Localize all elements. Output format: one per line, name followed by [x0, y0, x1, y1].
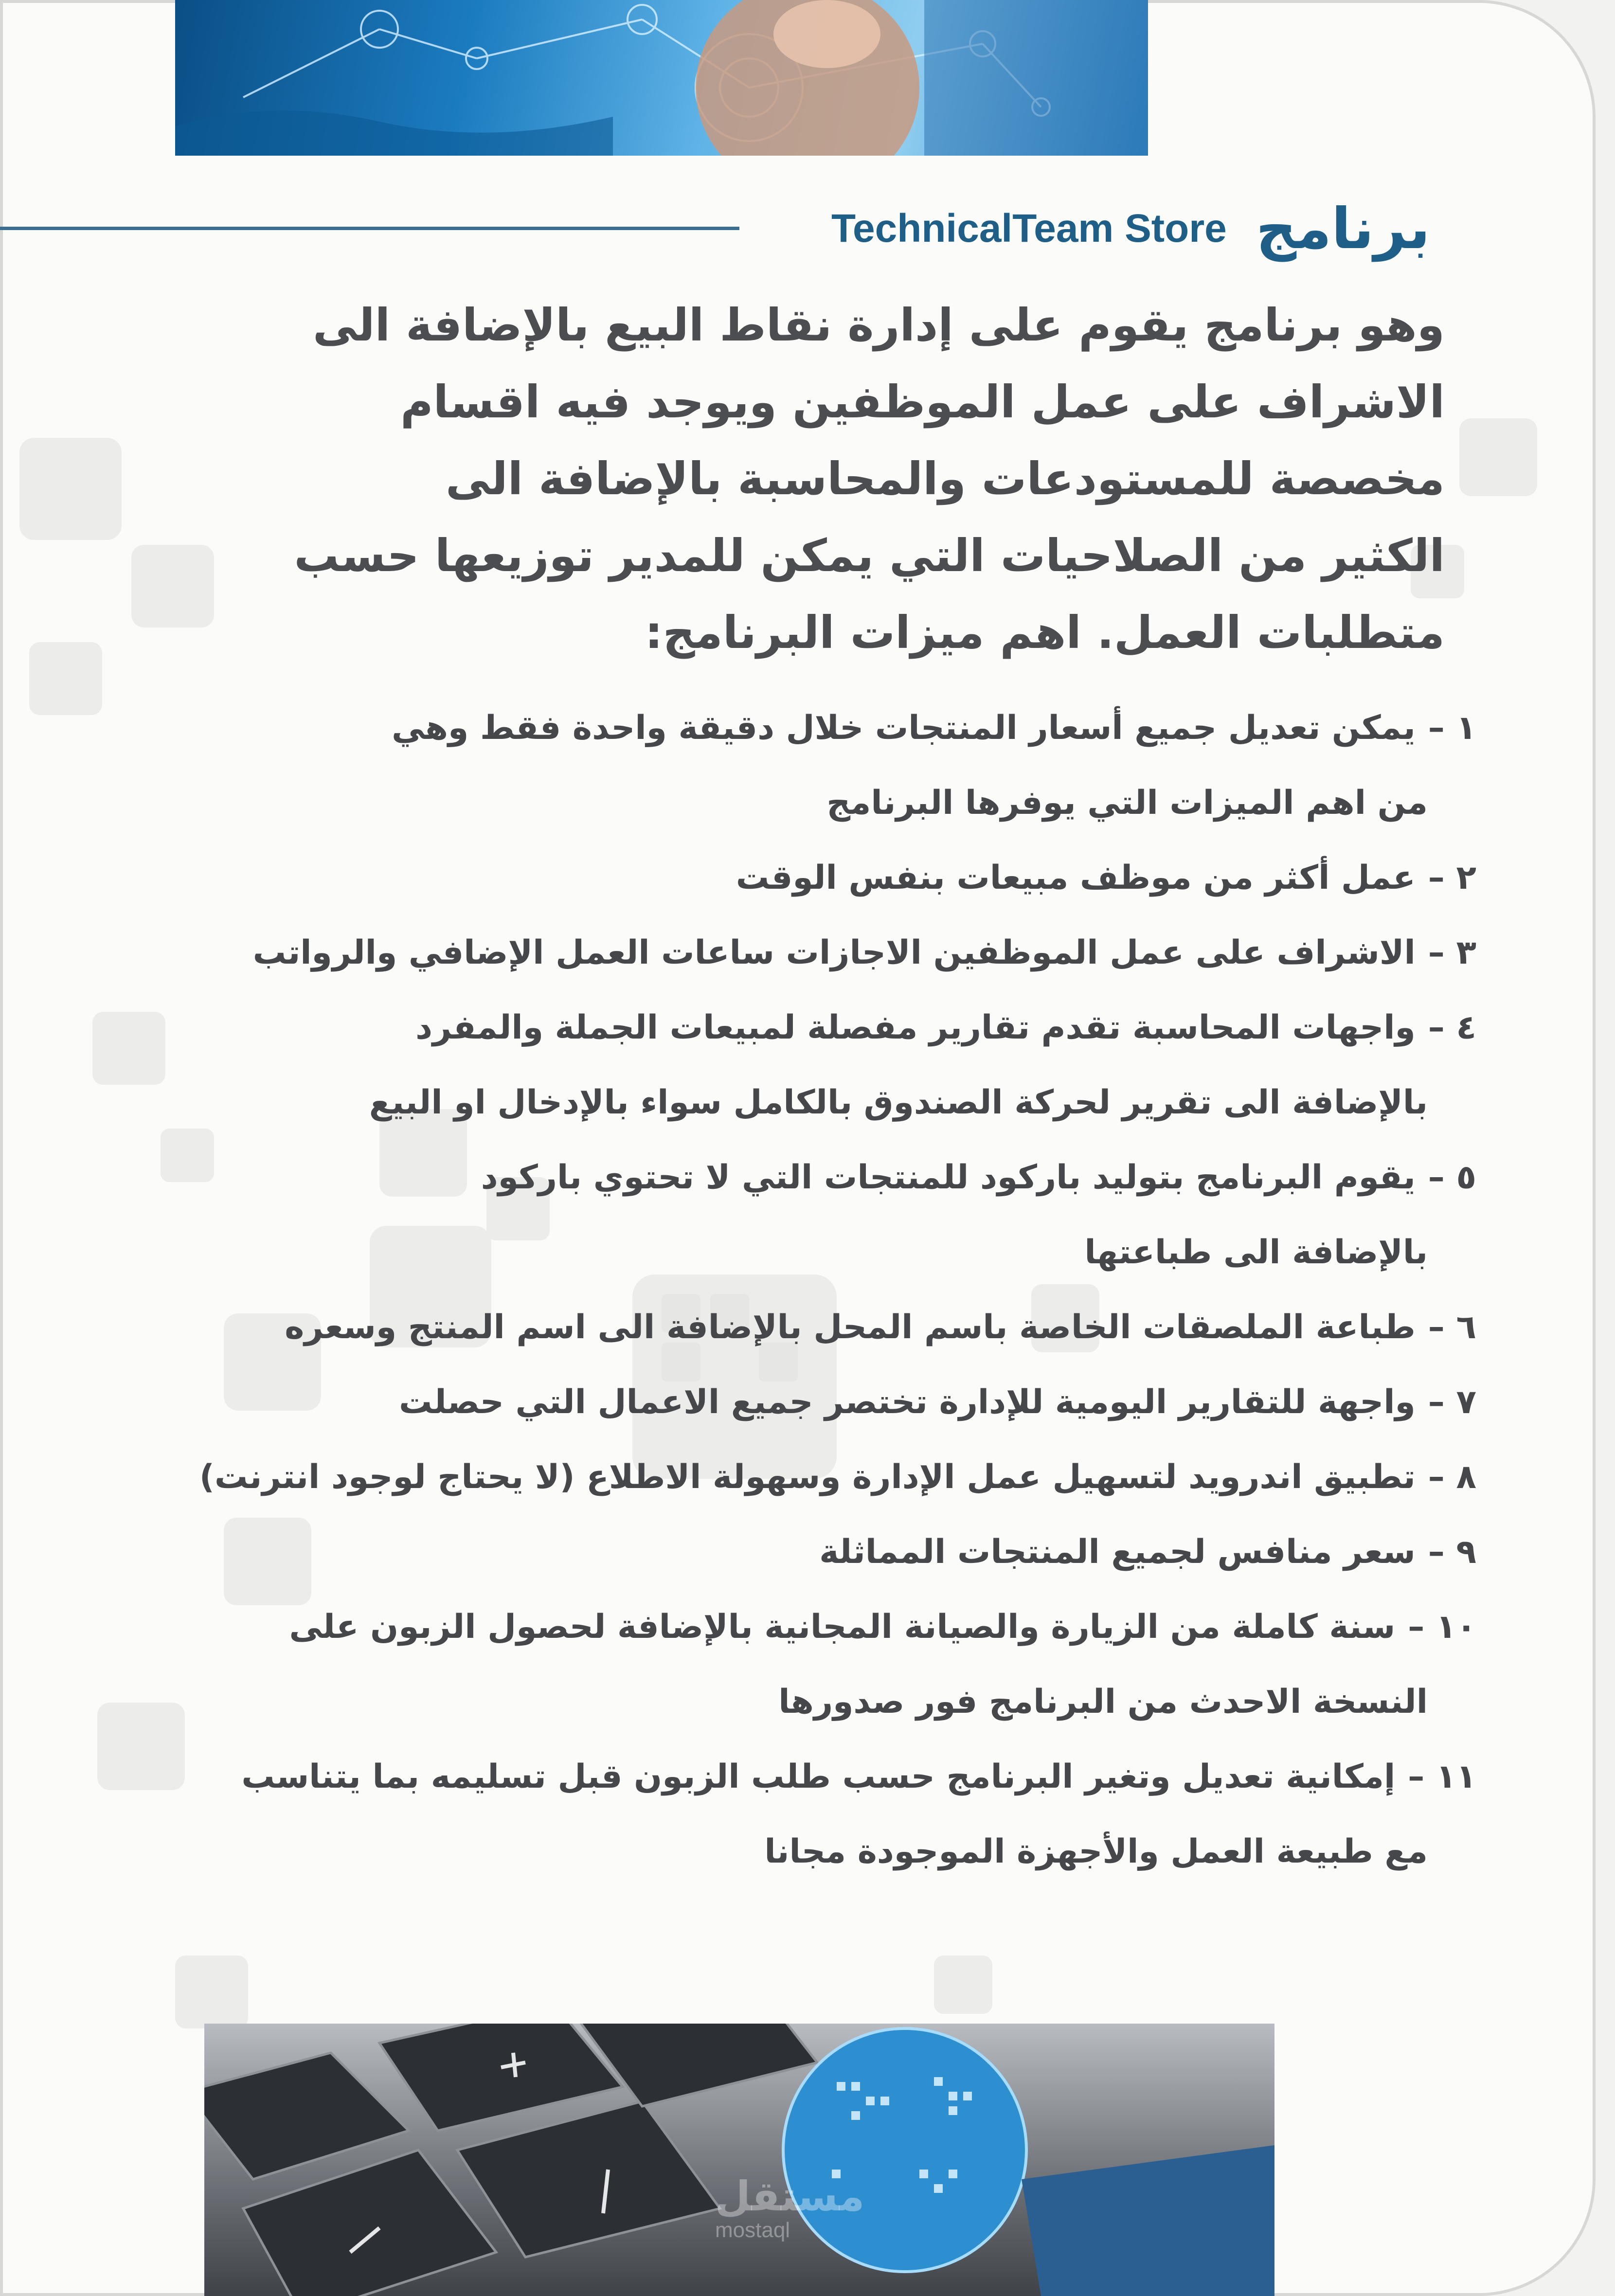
- feature-number: ٧ –: [1428, 1383, 1476, 1421]
- feature-item: [36, 1590, 1476, 1740]
- feature-text: طباعة الملصقات الخاصة باسم المحل بالإضافة الى اسم المنتج وسعره: [285, 1308, 1416, 1346]
- feature-number: ٨ –: [1428, 1458, 1476, 1496]
- feature-text: الاشراف على عمل الموظفين الاجازات ساعات العمل الإضافي والرواتب: [252, 933, 1416, 972]
- intro-paragraph: [229, 287, 1445, 671]
- feature-number: ٥ –: [1428, 1158, 1476, 1197]
- watermark: [715, 2174, 864, 2242]
- feature-text: إمكانية تعديل وتغير البرنامج حسب طلب الزبون قبل تسليمه بما يتناسب: [241, 1758, 1396, 1796]
- feature-text: تطبيق اندرويد لتسهيل عمل الإدارة وسهولة الاطلاع (لا يحتاج لوجود انترنت): [199, 1458, 1416, 1496]
- features-list: [36, 691, 1476, 1889]
- feature-item: [36, 841, 1476, 915]
- feature-text: عمل أكثر من موظف مبيعات بنفس الوقت: [736, 859, 1416, 897]
- keyboard-globe-illustration: [204, 2024, 1274, 2296]
- feature-number: ٦ –: [1428, 1308, 1476, 1346]
- feature-text: واجهات المحاسبة تقدم تقارير مفصلة لمبيعات الجملة والمفرد: [415, 1008, 1416, 1047]
- feature-text: سنة كاملة من الزيارة والصيانة المجانية بالإضافة لحصول الزبون على: [289, 1608, 1396, 1646]
- bottom-banner-image: [204, 2024, 1274, 2296]
- feature-item: [36, 691, 1476, 841]
- feature-number: ١١ –: [1408, 1758, 1476, 1796]
- feature-item: [36, 915, 1476, 990]
- feature-text-continued: مع طبيعة العمل والأجهزة الموجودة مجانا: [764, 1832, 1428, 1871]
- feature-number: ٢ –: [1428, 859, 1476, 897]
- feature-text-continued: بالإضافة الى تقرير لحركة الصندوق بالكامل سواء بالإدخال او البيع: [369, 1083, 1428, 1122]
- feature-text-continued: النسخة الاحدث من البرنامج فور صدورها: [778, 1683, 1428, 1721]
- feature-item: [36, 1740, 1476, 1889]
- feature-number: ١٠ –: [1408, 1608, 1476, 1646]
- feature-text: يمكن تعديل جميع أسعار المنتجات خلال دقيقة واحدة فقط وهي: [392, 709, 1416, 747]
- feature-item: [36, 990, 1476, 1140]
- heading-title-arabic: برنامج: [1256, 196, 1430, 262]
- feature-text-continued: من اهم الميزات التي يوفرها البرنامج: [826, 784, 1428, 822]
- intro-line: وهو برنامج يقوم على إدارة نقاط البيع بالإضافة الى: [312, 299, 1445, 351]
- intro-line: الاشراف على عمل الموظفين ويوجد فيه اقسام: [400, 376, 1445, 428]
- feature-item: [36, 1140, 1476, 1290]
- feature-item: [36, 1365, 1476, 1440]
- feature-number: ٩ –: [1428, 1533, 1476, 1571]
- feature-text: واجهة للتقارير اليومية للإدارة تختصر جميع الاعمال التي حصلت: [399, 1383, 1416, 1421]
- feature-number: ٣ –: [1428, 933, 1476, 972]
- page-heading: [831, 190, 1430, 268]
- top-banner-image: [175, 0, 1148, 156]
- heading-title-english: TechnicalTeam Store: [831, 206, 1227, 251]
- heading-divider-line: [0, 227, 739, 230]
- feature-number: ١ –: [1428, 709, 1476, 747]
- feature-text: يقوم البرنامج بتوليد باركود للمنتجات التي لا تحتوي باركود: [481, 1158, 1416, 1197]
- feature-item: [36, 1440, 1476, 1515]
- intro-line: الكثير من الصلاحيات التي يمكن للمدير توزيعها حسب: [294, 530, 1445, 582]
- intro-line: متطلبات العمل. اهم ميزات البرنامج:: [645, 607, 1445, 659]
- feature-text: سعر منافس لجميع المنتجات المماثلة: [819, 1533, 1416, 1571]
- watermark-latin: mostaql: [715, 2218, 790, 2242]
- feature-number: ٤ –: [1428, 1008, 1476, 1047]
- feature-text-continued: بالإضافة الى طباعتها: [1084, 1233, 1428, 1272]
- feature-item: [36, 1290, 1476, 1365]
- watermark-arabic: مستقل: [715, 2172, 865, 2220]
- intro-line: مخصصة للمستودعات والمحاسبة بالإضافة الى: [445, 453, 1445, 505]
- network-illustration: [175, 0, 1148, 156]
- feature-item: [36, 1515, 1476, 1590]
